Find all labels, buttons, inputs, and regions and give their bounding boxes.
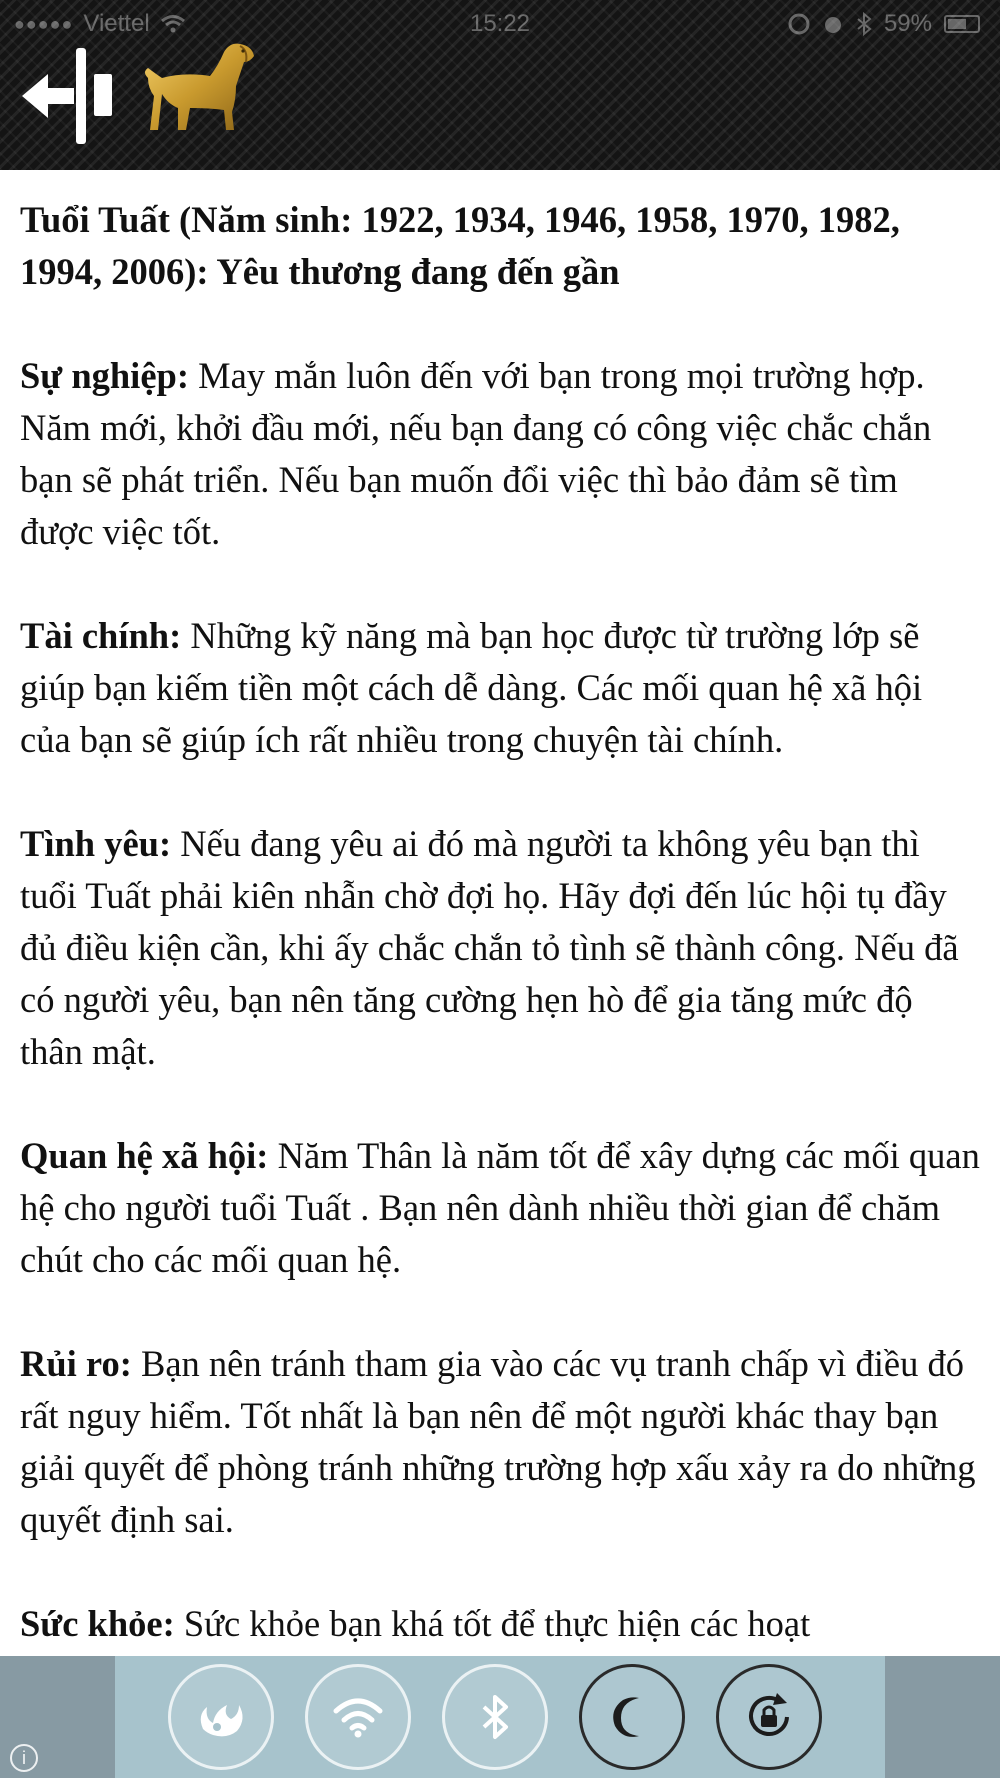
uc-browser-button[interactable]: [168, 1664, 274, 1770]
section-career: [20, 350, 980, 558]
status-time: 15:22: [469, 10, 531, 37]
section-heading: Tình yêu:: [20, 823, 172, 864]
back-arrow-icon: [22, 48, 132, 144]
section-heading: Sự nghiệp:: [20, 355, 189, 396]
control-center: [0, 1656, 1000, 1778]
section-text: Những kỹ năng mà bạn học được từ trường lớp sẽ giúp bạn kiếm tiền một cách dễ dàng. Các mối quan hệ xã hội của bạn sẽ giúp ích rất nhiều trong chuyện tài chính.: [20, 615, 923, 760]
bluetooth-status-icon: [856, 12, 872, 36]
signal-dots-icon: ●●●●●: [14, 13, 74, 34]
section-social: [20, 1130, 980, 1286]
info-icon[interactable]: i: [10, 1744, 38, 1772]
back-button[interactable]: [22, 48, 132, 144]
app-header: [0, 0, 1000, 170]
section-health: [20, 1598, 980, 1650]
bluetooth-button[interactable]: [442, 1664, 548, 1770]
section-love: [20, 818, 980, 1078]
alarm-status-icon: [822, 13, 844, 35]
section-text: May mắn luôn đến với bạn trong mọi trường hợp. Năm mới, khởi đầu mới, nếu bạn đang có công việc chắc chắn bạn sẽ phát triển. Nếu bạn muốn đổi việc thì bảo đảm sẽ tìm được việc tốt.: [20, 355, 932, 552]
rotation-lock-icon: [741, 1689, 797, 1745]
section-risk: [20, 1338, 980, 1546]
section-finance: [20, 610, 980, 766]
section-heading: Tài chính:: [20, 615, 182, 656]
moon-icon: [609, 1694, 655, 1740]
bluetooth-icon: [480, 1691, 510, 1743]
do-not-disturb-button[interactable]: [579, 1664, 685, 1770]
battery-icon: [944, 15, 980, 33]
rotation-lock-button[interactable]: [716, 1664, 822, 1770]
section-heading: Sức khỏe:: [20, 1603, 175, 1644]
section-heading: Quan hệ xã hội:: [20, 1135, 269, 1176]
uc-browser-icon: [193, 1689, 249, 1745]
dog-icon: [140, 38, 258, 138]
carrier-name: Viettel: [83, 10, 150, 37]
section-text: Bạn nên tránh tham gia vào các vụ tranh chấp vì điều đó rất nguy hiểm. Tốt nhất là bạn nên để một người khác thay bạn giải quyết để phòng tránh những trường hợp xấu xảy ra do những quyết định sai.: [20, 1343, 976, 1540]
section-text: Năm Thân là năm tốt để xây dựng các mối quan hệ cho người tuổi Tuất . Bạn nên dành nhiều thời gian để chăm chút cho các mối quan hệ.: [20, 1135, 980, 1280]
control-center-panel: [115, 1656, 885, 1778]
section-text: Sức khỏe bạn khá tốt để thực hiện các hoạt: [183, 1603, 811, 1644]
section-heading: Rủi ro:: [20, 1343, 132, 1384]
article: [20, 170, 980, 1650]
battery-percentage: 59%: [883, 10, 932, 37]
section-text: Nếu đang yêu ai đó mà người ta không yêu bạn thì tuổi Tuất phải kiên nhẫn chờ đợi họ. Hãy đợi đến lúc hội tụ đầy đủ điều kiện cần, khi ấy chắc chắn tỏ tình sẽ thành công. Nếu đã có người yêu, bạn nên tăng cường hẹn hò để gia tăng mức độ thân mật.: [20, 823, 959, 1072]
wifi-icon: [332, 1695, 384, 1739]
status-right: [788, 10, 980, 38]
article-title: Tuổi Tuất (Năm sinh: 1922, 1934, 1946, 1958, 1970, 1982, 1994, 2006): Yêu thương đang đến gần: [20, 199, 900, 292]
wifi-button[interactable]: [305, 1664, 411, 1770]
orientation-lock-status-icon: [788, 13, 810, 35]
